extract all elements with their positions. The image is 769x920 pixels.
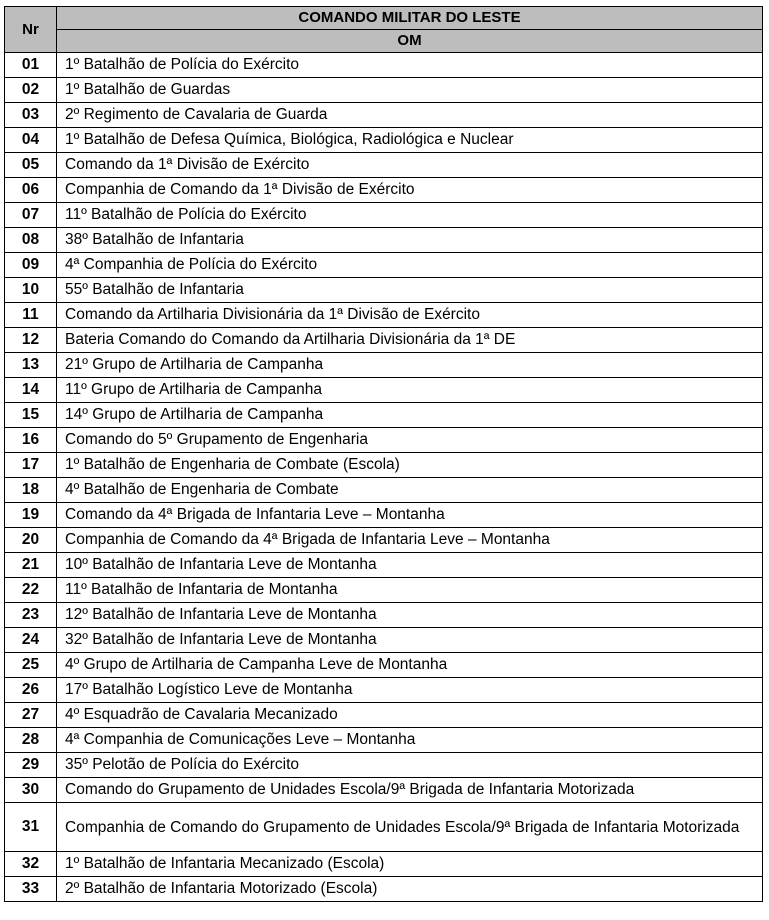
table-row (5, 303, 763, 328)
table-row (5, 653, 763, 678)
row-om: 35º Pelotão de Polícia do Exército (57, 753, 763, 778)
row-nr: 10 (5, 278, 57, 303)
table-row (5, 103, 763, 128)
table-row (5, 478, 763, 503)
row-om: Comando do Grupamento de Unidades Escola/9ª Brigada de Infantaria Motorizada (57, 778, 763, 803)
table-row (5, 128, 763, 153)
row-nr: 16 (5, 428, 57, 453)
row-om: 11º Batalhão de Infantaria de Montanha (57, 578, 763, 603)
row-nr: 13 (5, 353, 57, 378)
row-om: Companhia de Comando da 4ª Brigada de Infantaria Leve – Montanha (57, 528, 763, 553)
table-row (5, 877, 763, 902)
row-om: 1º Batalhão de Guardas (57, 78, 763, 103)
row-nr: 03 (5, 103, 57, 128)
row-nr: 14 (5, 378, 57, 403)
row-om: 4º Esquadrão de Cavalaria Mecanizado (57, 703, 763, 728)
table-row (5, 328, 763, 353)
header-title: COMANDO MILITAR DO LESTE (57, 7, 763, 30)
row-om: Comando da Artilharia Divisionária da 1ª Divisão de Exército (57, 303, 763, 328)
row-nr: 31 (5, 803, 57, 852)
row-om: Companhia de Comando do Grupamento de Unidades Escola/9ª Brigada de Infantaria Motorizada (57, 803, 763, 852)
row-om: 21º Grupo de Artilharia de Campanha (57, 353, 763, 378)
table-row (5, 778, 763, 803)
table-row (5, 628, 763, 653)
table-row (5, 228, 763, 253)
row-nr: 01 (5, 53, 57, 78)
row-nr: 08 (5, 228, 57, 253)
row-om: 4º Grupo de Artilharia de Campanha Leve de Montanha (57, 653, 763, 678)
row-nr: 24 (5, 628, 57, 653)
row-nr: 17 (5, 453, 57, 478)
table-row (5, 728, 763, 753)
table-row (5, 378, 763, 403)
row-nr: 15 (5, 403, 57, 428)
row-om: 11º Grupo de Artilharia de Campanha (57, 378, 763, 403)
table-row (5, 203, 763, 228)
header-row (5, 7, 763, 30)
row-nr: 23 (5, 603, 57, 628)
row-om: 4º Batalhão de Engenharia de Combate (57, 478, 763, 503)
row-om: 4ª Companhia de Comunicações Leve – Montanha (57, 728, 763, 753)
om-table (4, 6, 763, 902)
table-row (5, 153, 763, 178)
row-nr: 07 (5, 203, 57, 228)
row-om: 2º Batalhão de Infantaria Motorizado (Escola) (57, 877, 763, 902)
row-om: 12º Batalhão de Infantaria Leve de Montanha (57, 603, 763, 628)
row-om: 2º Regimento de Cavalaria de Guarda (57, 103, 763, 128)
row-nr: 27 (5, 703, 57, 728)
row-om: 32º Batalhão de Infantaria Leve de Montanha (57, 628, 763, 653)
row-nr: 05 (5, 153, 57, 178)
row-nr: 06 (5, 178, 57, 203)
row-nr: 19 (5, 503, 57, 528)
row-om: 38º Batalhão de Infantaria (57, 228, 763, 253)
row-nr: 09 (5, 253, 57, 278)
table-row (5, 678, 763, 703)
row-om: Comando da 4ª Brigada de Infantaria Leve – Montanha (57, 503, 763, 528)
row-om: 1º Batalhão de Polícia do Exército (57, 53, 763, 78)
row-nr: 25 (5, 653, 57, 678)
row-nr: 12 (5, 328, 57, 353)
subheader-row (5, 30, 763, 53)
row-om: 17º Batalhão Logístico Leve de Montanha (57, 678, 763, 703)
table-row (5, 803, 763, 852)
row-om: Comando do 5º Grupamento de Engenharia (57, 428, 763, 453)
row-om: Bateria Comando do Comando da Artilharia Divisionária da 1ª DE (57, 328, 763, 353)
table-row (5, 178, 763, 203)
row-om: 4ª Companhia de Polícia do Exército (57, 253, 763, 278)
table-row (5, 453, 763, 478)
row-nr: 22 (5, 578, 57, 603)
table-row (5, 703, 763, 728)
row-om: 14º Grupo de Artilharia de Campanha (57, 403, 763, 428)
row-nr: 21 (5, 553, 57, 578)
table-row (5, 53, 763, 78)
row-om: 1º Batalhão de Engenharia de Combate (Escola) (57, 453, 763, 478)
row-nr: 33 (5, 877, 57, 902)
table-body (5, 53, 763, 902)
row-nr: 20 (5, 528, 57, 553)
row-om: Companhia de Comando da 1ª Divisão de Exército (57, 178, 763, 203)
table-row (5, 578, 763, 603)
table-row (5, 353, 763, 378)
row-nr: 02 (5, 78, 57, 103)
row-om: 1º Batalhão de Defesa Química, Biológica, Radiológica e Nuclear (57, 128, 763, 153)
row-om: 10º Batalhão de Infantaria Leve de Montanha (57, 553, 763, 578)
table-row (5, 253, 763, 278)
row-nr: 04 (5, 128, 57, 153)
row-nr: 26 (5, 678, 57, 703)
table-row (5, 403, 763, 428)
table-row (5, 528, 763, 553)
table-row (5, 78, 763, 103)
table-row (5, 603, 763, 628)
row-om: Comando da 1ª Divisão de Exército (57, 153, 763, 178)
row-om: 11º Batalhão de Polícia do Exército (57, 203, 763, 228)
row-nr: 30 (5, 778, 57, 803)
row-nr: 18 (5, 478, 57, 503)
header-om: OM (57, 30, 763, 53)
header-nr: Nr (5, 7, 57, 53)
row-nr: 32 (5, 852, 57, 877)
table-row (5, 278, 763, 303)
row-om: 55º Batalhão de Infantaria (57, 278, 763, 303)
table-row (5, 553, 763, 578)
row-nr: 29 (5, 753, 57, 778)
row-nr: 11 (5, 303, 57, 328)
table-row (5, 428, 763, 453)
row-om: 1º Batalhão de Infantaria Mecanizado (Escola) (57, 852, 763, 877)
table-row (5, 852, 763, 877)
row-nr: 28 (5, 728, 57, 753)
table-row (5, 503, 763, 528)
table-row (5, 753, 763, 778)
